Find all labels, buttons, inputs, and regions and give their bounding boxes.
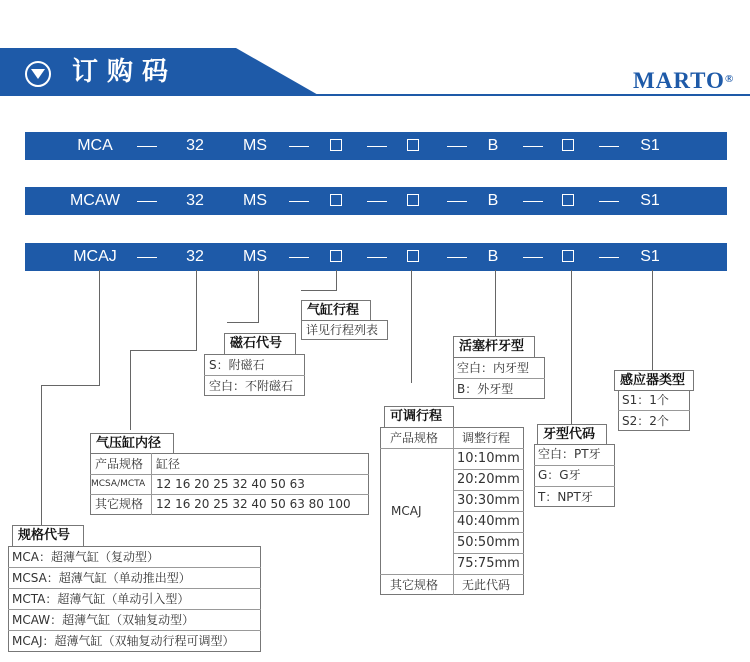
sensor-item: S2：2个 xyxy=(622,414,669,428)
code-placeholder-box xyxy=(330,250,342,262)
code-placeholder-box xyxy=(407,194,419,206)
brand-logo: MARTO® xyxy=(633,68,735,93)
adjust-value: 75:75mm xyxy=(457,556,520,571)
adjust-value: 20:20mm xyxy=(457,472,520,487)
code-separator xyxy=(447,146,467,147)
rod-item: B：外牙型 xyxy=(457,382,514,396)
bore-value: 12 16 20 25 32 40 50 63 80 100 xyxy=(156,497,351,511)
code-separator xyxy=(447,201,467,202)
adjust-model: MCAJ xyxy=(391,504,422,518)
spec-item: MCA：超薄气缸（复动型） xyxy=(12,550,159,564)
magnet-item: S：附磁石 xyxy=(209,358,265,372)
sensor-item: S1：1个 xyxy=(622,393,669,407)
code-token-bore: 32 xyxy=(186,192,204,209)
code-placeholder-box xyxy=(562,194,574,206)
spec-item: MCTA：超薄气缸（单动引入型） xyxy=(12,592,190,606)
bore-label: 其它规格 xyxy=(95,497,144,511)
code-separator xyxy=(137,201,157,202)
code-token-switch: S1 xyxy=(640,137,660,154)
code-separator xyxy=(599,146,619,147)
code-separator xyxy=(523,257,543,258)
thread-item: 空白：PT牙 xyxy=(538,447,601,461)
page-title: 订购码 xyxy=(72,57,178,87)
code-token-rod: B xyxy=(487,248,499,265)
code-token-model: MCAW xyxy=(69,192,121,209)
chevron-down-icon xyxy=(25,61,51,87)
code-separator xyxy=(289,146,309,147)
code-token-rod: B xyxy=(487,192,499,209)
code-separator xyxy=(367,146,387,147)
header-underline xyxy=(0,94,750,96)
bore-value: 12 16 20 25 32 40 50 63 xyxy=(156,477,305,491)
spec-item: MCAJ：超薄气缸（双轴复动行程可调型） xyxy=(12,634,235,648)
code-token-switch: S1 xyxy=(640,248,660,265)
code-separator xyxy=(523,201,543,202)
code-placeholder-box xyxy=(330,139,342,151)
thread-item: T：NPT牙 xyxy=(538,490,593,504)
code-separator xyxy=(599,201,619,202)
adjust-value: 10:10mm xyxy=(457,451,520,466)
code-token-sensor: MS xyxy=(243,137,267,154)
code-placeholder-box xyxy=(562,250,574,262)
code-separator xyxy=(367,257,387,258)
adjust-header: 产品规格 xyxy=(390,431,439,445)
code-separator xyxy=(137,257,157,258)
sensor-box-title: 感应器类型 xyxy=(614,370,694,391)
adjust-footer: 无此代码 xyxy=(462,578,511,592)
spec-box-title: 规格代号 xyxy=(12,525,84,547)
code-token-model: MCAJ xyxy=(73,248,117,265)
adjust-value: 50:50mm xyxy=(457,535,520,550)
code-separator xyxy=(289,257,309,258)
magnet-item: 空白：不附磁石 xyxy=(209,379,294,393)
code-token-switch: S1 xyxy=(640,192,660,209)
code-token-model: MCA xyxy=(77,137,113,154)
bore-box-title: 气压缸内径 xyxy=(90,433,174,454)
bore-value: 缸径 xyxy=(156,457,181,471)
code-token-rod: B xyxy=(487,137,499,154)
code-placeholder-box xyxy=(407,250,419,262)
spec-item: MCAW：超薄气缸（双轴复动型） xyxy=(12,613,195,627)
thread-item: G：G牙 xyxy=(538,468,581,482)
code-token-bore: 32 xyxy=(186,248,204,265)
code-bar-mca xyxy=(25,132,727,160)
adjust-header: 调整行程 xyxy=(462,431,511,445)
bore-label: MCSA/MCTA xyxy=(91,479,146,489)
code-separator xyxy=(599,257,619,258)
stroke-box-title: 气缸行程 xyxy=(301,300,371,321)
code-separator xyxy=(367,201,387,202)
code-separator xyxy=(447,257,467,258)
code-token-bore: 32 xyxy=(186,137,204,154)
code-placeholder-box xyxy=(407,139,419,151)
magnet-box-title: 磁石代号 xyxy=(224,333,296,355)
adjust-value: 40:40mm xyxy=(457,514,520,529)
rod-item: 空白：内牙型 xyxy=(457,361,530,375)
code-placeholder-box xyxy=(562,139,574,151)
code-separator xyxy=(137,146,157,147)
code-token-sensor: MS xyxy=(243,248,267,265)
code-separator xyxy=(523,146,543,147)
code-separator xyxy=(289,201,309,202)
stroke-box-text: 详见行程列表 xyxy=(306,323,379,337)
code-bar-mcaj xyxy=(25,243,727,271)
adjust-footer: 其它规格 xyxy=(390,578,439,592)
rod-box-title: 活塞杆牙型 xyxy=(453,336,535,358)
adjust-box-title: 可调行程 xyxy=(384,406,454,428)
adjust-value: 30:30mm xyxy=(457,493,520,508)
code-placeholder-box xyxy=(330,194,342,206)
code-bar-mcaw xyxy=(25,187,727,215)
thread-box-title: 牙型代码 xyxy=(537,424,607,445)
bore-label: 产品规格 xyxy=(95,457,144,471)
spec-item: MCSA：超薄气缸（单动推出型） xyxy=(12,571,191,585)
code-token-sensor: MS xyxy=(243,192,267,209)
